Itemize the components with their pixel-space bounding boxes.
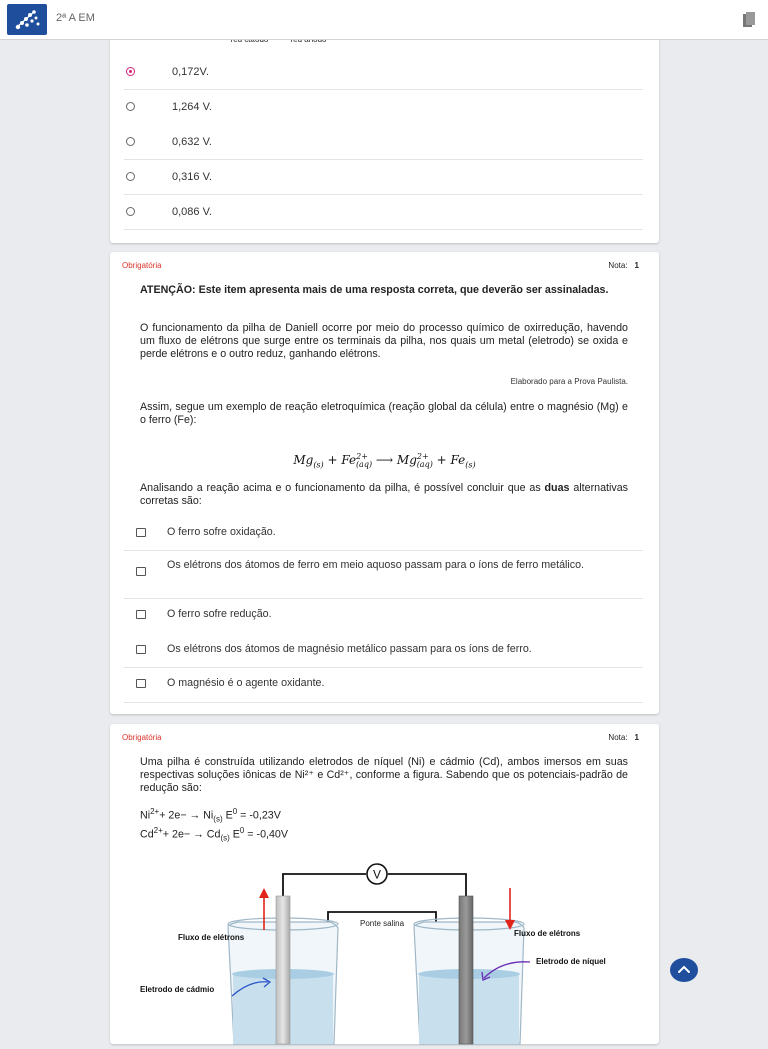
source-credit: Elaborado para a Prova Paulista. [510, 377, 628, 386]
option-label: O magnésio é o agente oxidante. [167, 677, 325, 689]
checkbox-option-4[interactable] [124, 633, 643, 668]
nota-label: Nota: 1 [608, 733, 639, 742]
option-label: O ferro sofre oxidação. [167, 526, 276, 538]
option-row-4[interactable] [124, 160, 643, 195]
option-label: 0,316 V. [172, 171, 212, 183]
nota-value: 1 [634, 733, 639, 742]
question-3-paragraph: Uma pilha é construída utilizando eletrodos de níquel (Ni) e cádmio (Cd), ambos imersos em suas respectivas soluções iônicas de Ni²⁺ e Cd²⁺, conforme a figura. Sabendo que os potenciais-padrão de redução são: [140, 756, 628, 794]
option-row-2[interactable] [124, 90, 643, 124]
checkbox-option-2[interactable] [124, 550, 643, 599]
attention-text: ATENÇÃO: Este item apresenta mais de uma resposta correta, que deverão ser assinaladas. [140, 284, 609, 296]
page-content [0, 40, 768, 1024]
nota-value: 1 [634, 261, 639, 270]
required-label: Obrigatória [122, 733, 162, 742]
question-card-3 [110, 724, 659, 1044]
potential-equation-cadmium: $Cd^{2+}+ 2e- \to Cd_{(s)}$ $E^0 = -0,40V$ [140, 826, 288, 843]
required-label: Obrigatória [122, 261, 162, 270]
svg-text:Fluxo de elétrons: Fluxo de elétrons [514, 929, 581, 938]
checkbox-option-5[interactable] [124, 667, 643, 703]
svg-text:Eletrodo de níquel: Eletrodo de níquel [536, 957, 606, 966]
radio-button[interactable] [126, 137, 135, 146]
checkbox[interactable] [136, 567, 146, 576]
svg-text:Ponte salina: Ponte salina [359, 919, 405, 928]
option-label: 0,172V. [172, 66, 209, 78]
question-2-paragraph-3: Analisando a reação acima e o funcionamento da pilha, é possível concluir que as duas alternativas corretas são: [140, 482, 628, 507]
svg-text:V: V [372, 867, 382, 882]
radio-button[interactable] [126, 102, 135, 111]
option-row-3[interactable] [124, 125, 643, 160]
svg-text:Fluxo de elétrons: Fluxo de elétrons [178, 933, 245, 942]
checkbox-option-1[interactable] [124, 515, 643, 551]
potential-equation-nickel: $Ni^{2+}+ 2e- \to Ni_{(s)}$ $E^0 = -0,23V$ [140, 807, 281, 824]
checkbox[interactable] [136, 528, 146, 537]
radio-button[interactable] [126, 172, 135, 181]
nota-label: Nota: 1 [608, 261, 639, 270]
option-row-5[interactable] [124, 195, 643, 230]
question-card-2 [110, 252, 659, 714]
galvanic-cell-figure [130, 868, 640, 1049]
option-label: Os elétrons dos átomos de ferro em meio aquoso passam para o íons de ferro metálico. [167, 559, 585, 571]
option-label: 0,632 V. [172, 136, 212, 148]
top-bar [0, 0, 768, 40]
checkbox-option-3[interactable] [124, 598, 643, 633]
radio-selected[interactable] [126, 67, 135, 76]
voltmeter-icon [367, 864, 387, 884]
reaction-equation: $Mg_{(s)} + Fe^{2+}_{(aq)}$ ⟶ $Mg^{2+}_{(aq)} + Fe_{(s)}$ [293, 452, 476, 470]
app-logo-icon[interactable] [7, 4, 47, 35]
option-label: Os elétrons dos átomos de magnésio metálico passam para os íons de ferro. [167, 643, 532, 655]
radio-button[interactable] [126, 207, 135, 216]
document-icon[interactable] [742, 11, 756, 33]
class-title: 2ª A EM [56, 12, 95, 24]
checkbox[interactable] [136, 610, 146, 619]
chevron-up-icon [670, 958, 698, 982]
option-row-1[interactable] [124, 55, 643, 90]
checkbox[interactable] [136, 645, 146, 654]
option-label: 1,264 V. [172, 101, 212, 113]
checkbox[interactable] [136, 679, 146, 688]
svg-text:Eletrodo de cádmio: Eletrodo de cádmio [140, 985, 215, 994]
question-2-paragraph-2: Assim, segue um exemplo de reação eletroquímica (reação global da célula) entre o magnésio (Mg) e o ferro (Fe): [140, 401, 628, 426]
question-2-paragraph-1: O funcionamento da pilha de Daniell ocorre por meio do processo químico de oxirredução, havendo um fluxo de elétrons que surge entre os terminais da pilha, nos quais um metal (eletrodo) se oxida e perde elétrons e o outro reduz, ganhando elétrons. [140, 322, 628, 360]
question-card-1 [110, 20, 659, 243]
scroll-up-button[interactable] [670, 958, 698, 982]
option-label: O ferro sofre redução. [167, 608, 272, 620]
option-label: 0,086 V. [172, 206, 212, 218]
